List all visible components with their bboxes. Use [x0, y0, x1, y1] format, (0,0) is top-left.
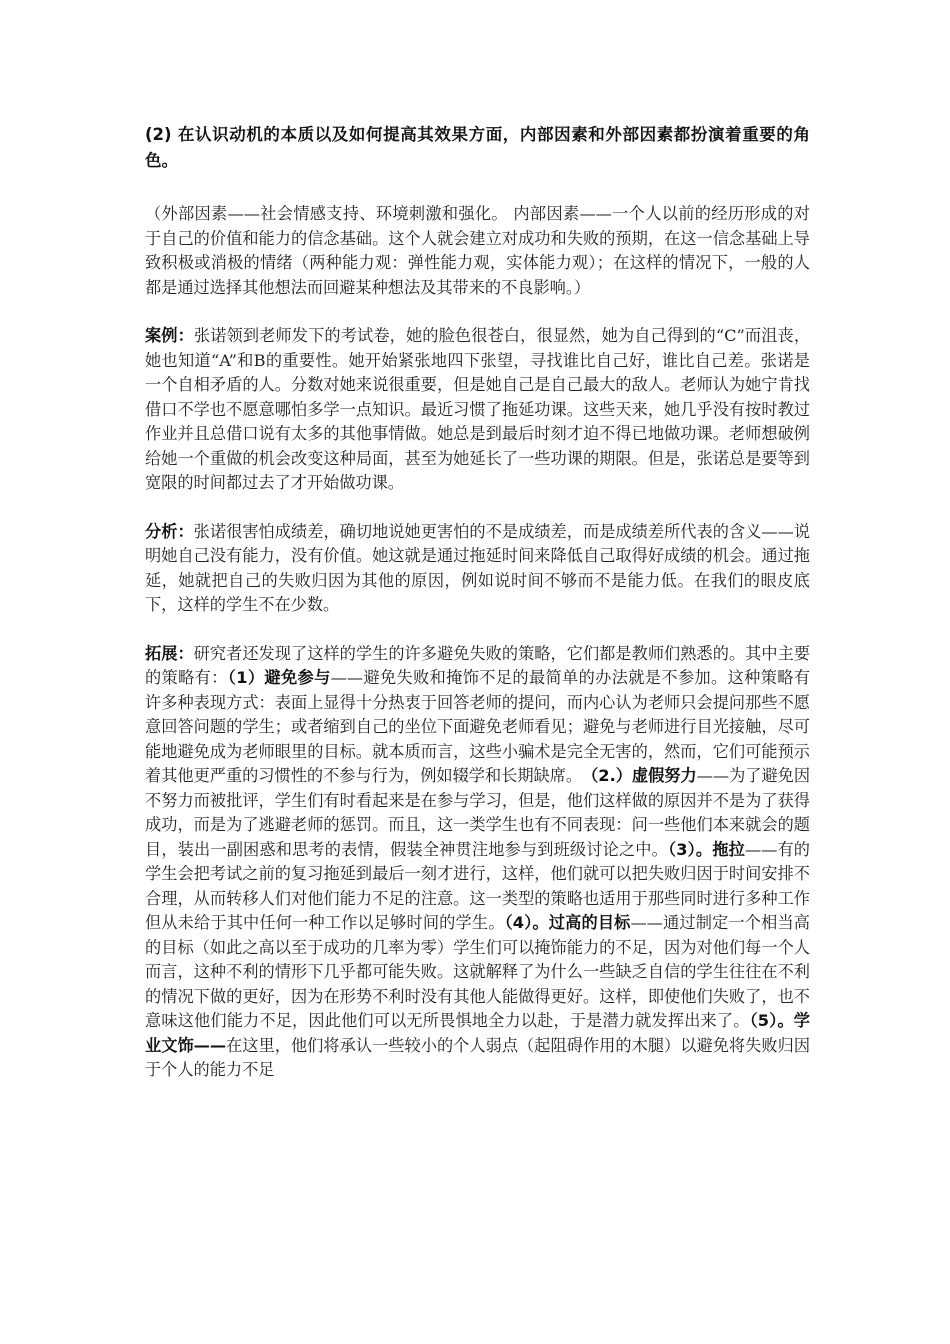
strategy-1-text: ——避免失败和掩饰不足的最简单的办法就是不参加。这种策略有许多种表现方式：表面上显得十分热衷于回答老师的提问，而内心认为老师只会提问那些不愿意回答问题的学生；或者缩到自己的坐位下面避免老师看见；避免与老师进行目光接触，尽可能地避免成为老师眼里的目标。就本质而言，这些小骗术是完全无害的，然而，它们可能预示着其他更严重的习惯性的不参与行为，例如辍学和长期缺席。: [145, 668, 811, 785]
section-heading: (2) 在认识动机的本质以及如何提高其效果方面，内部因素和外部因素都扮演着重要的角色。: [145, 125, 810, 170]
factors-note: （外部因素——社会情感支持、环境刺激和强化。 内部因素——一个人以前的经历形成的对于自己的价值和能力的信念基础。这个人就会建立对成功和失败的预期，在这一信念基础上导致积极或消极的情绪（两种能力观：弹性能力观，实体能力观）；在这样的情况下，一般的人都是通过选择其他想法而回避某种想法及其带来的不良影响。）: [145, 204, 810, 297]
case-paragraph: [145, 324, 810, 496]
extension-intro: 研究者还发现了这样的学生的许多避免失败的策略，它们都是教师们熟悉的。其中主要的策略有：: [145, 643, 811, 687]
extension-paragraph: [145, 642, 810, 1083]
case-text: 张诺领到老师发下的考试卷，她的脸色很苍白，很显然，她为自己得到的“C”而沮丧，她也知道“A”和B的重要性。她开始紧张地四下张望，寻找谁比自己好，谁比自己差。张诺是一个自相矛盾的人。分数对她来说很重要，但是她自己是自己最大的敌人。老师认为她宁肯找借口不学也不愿意哪怕多学一点知识。最近习惯了拖延功课。这些天来，她几乎没有按时教过作业并且总借口说有太多的其他事情做。她总是到最后时刻才迫不得已地做功课。老师想破例给她一个重做的机会改变这种局面，甚至为她延长了一些功课的期限。但是，张诺总是要等到宽限的时间都过去了才开始做功课。: [145, 326, 811, 492]
strategy-3-label: （3）。拖拉: [668, 839, 745, 859]
strategy-1-label: （1）避免参与: [227, 668, 331, 687]
strategy-4-label: （4）。过高的目标: [504, 913, 631, 932]
strategy-4-text: ——通过制定一个相当高的目标（如此之高以至于成功的几率为零）学生们可以掩饰能力的不足，因为对他们每一个人而言，这种不利的情形下几乎都可能失败。这就解释了为什么一些缺乏自信的学生往往在不利的情况下做的更好，因为在形势不利时没有其他人能做得更好。这样，即使他们失败了，也不意味这他们能力不足，因此他们可以无所畏惧地全力以赴，于是潜力就发挥出来了。: [145, 913, 810, 1030]
analysis-label: 分析：: [145, 521, 194, 541]
strategy-2-label: （2.）虚假努力: [590, 766, 697, 785]
strategy-3-text: ——有的学生会把考试之前的复习拖延到最后一刻才进行，这样，他们就可以把失败归因于时间安排不合理，从而转移人们对他们能力不足的注意。这一类型的策略也适用于那些同时进行多种工作但从未给于其中任何一种工作以足够时间的学生。: [145, 839, 810, 932]
analysis-text: 张诺很害怕成绩差，确切地说她更害怕的不是成绩差，而是成绩差所代表的含义——说明她自己没有能力，没有价值。她这就是通过拖延时间来降低自己取得好成绩的机会。通过拖延，她就把自己的失败归因为其他的原因，例如说时间不够而不是能力低。在我们的眼皮底下，这样的学生不在少数。: [145, 521, 811, 614]
analysis-paragraph: [145, 520, 810, 618]
strategy-2-text: ——为了避免因不努力而被批评，学生们有时看起来是在参与学习，但是，他们这样做的原因并不是为了获得成功，而是为了逃避老师的惩罚。而且，这一类学生也有不同表现：问一些他们本来就会的题目，装出一副困惑和思考的表情，假装全神贯注地参与到班级讨论之中。: [145, 766, 811, 859]
case-label: 案例：: [145, 326, 194, 345]
strategy-5-label: （5）。学业文饰——: [145, 1011, 810, 1055]
strategy-5-text: 在这里，他们将承认一些较小的个人弱点（起阻碍作用的木腿）以避免将失败归因于个人的能力不足: [145, 1035, 811, 1079]
extension-label: 拓展：: [145, 643, 194, 663]
document-page: [145, 122, 810, 1107]
